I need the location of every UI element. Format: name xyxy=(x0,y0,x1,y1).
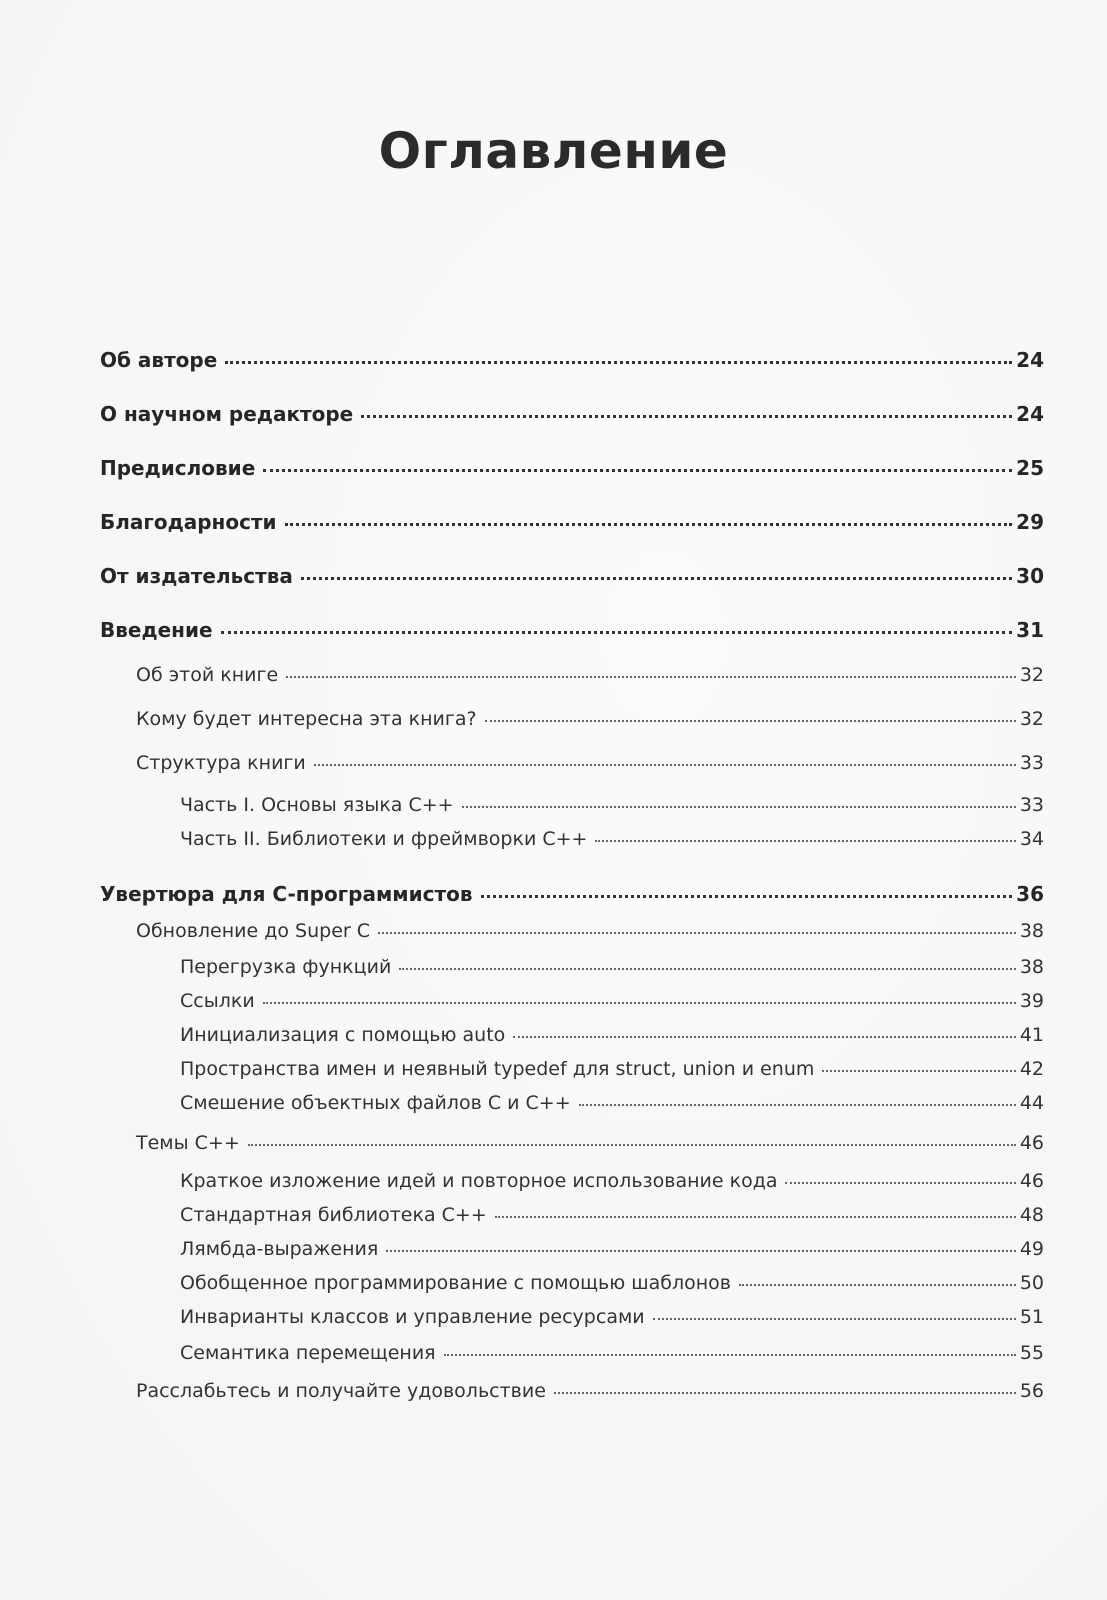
toc-entry-label: Инициализация с помощью auto xyxy=(180,1024,506,1046)
toc-entry xyxy=(180,1024,1044,1046)
toc-entry xyxy=(100,564,1044,588)
dot-leader xyxy=(579,1104,1016,1106)
toc-entry-label: Введение xyxy=(100,618,213,642)
toc-entry xyxy=(180,1204,1044,1226)
toc-entry xyxy=(100,456,1044,480)
toc-entry-page-number: 46 xyxy=(1019,1132,1044,1154)
dot-leader xyxy=(378,932,1016,934)
dot-leader xyxy=(822,1070,1015,1072)
toc-entry-page-number: 24 xyxy=(1016,402,1044,426)
toc-entry xyxy=(180,1092,1044,1114)
toc-entry xyxy=(100,402,1044,426)
dot-leader xyxy=(481,895,1013,898)
toc-entry xyxy=(136,752,1044,774)
dot-leader xyxy=(554,1392,1016,1394)
toc-entry xyxy=(136,1132,1044,1154)
toc-entry-label: Инварианты классов и управление ресурсами xyxy=(180,1306,645,1328)
toc-entry-label: О научном редакторе xyxy=(100,402,354,426)
toc-entry-label: Кому будет интересна эта книга? xyxy=(136,708,477,730)
toc-entry-page-number: 32 xyxy=(1019,664,1044,686)
toc-entry-label: Увертюра для C-программистов xyxy=(100,882,473,906)
dot-leader xyxy=(286,676,1016,678)
dot-leader xyxy=(485,720,1016,722)
toc-entry-label: Семантика перемещения xyxy=(180,1342,436,1364)
toc-entry-page-number: 30 xyxy=(1016,564,1044,588)
dot-leader xyxy=(301,577,1012,580)
page-title: Оглавление xyxy=(378,122,729,180)
toc-entry-page-number: 34 xyxy=(1019,828,1044,850)
toc-entry xyxy=(180,1342,1044,1364)
toc-entry xyxy=(100,348,1044,372)
dot-leader xyxy=(513,1036,1016,1038)
dot-leader xyxy=(248,1144,1016,1146)
dot-leader xyxy=(739,1284,1016,1286)
toc-entry-label: Благодарности xyxy=(100,510,277,534)
toc-entry-page-number: 48 xyxy=(1019,1204,1044,1226)
toc-entry-label: Стандартная библиотека C++ xyxy=(180,1204,487,1226)
toc-entry xyxy=(100,618,1044,642)
toc-entry-page-number: 44 xyxy=(1019,1092,1044,1114)
toc-entry-page-number: 38 xyxy=(1019,920,1044,942)
toc-entry-page-number: 38 xyxy=(1019,956,1044,978)
toc-entry-page-number: 33 xyxy=(1019,752,1044,774)
toc-entry-label: Расслабьтесь и получайте удовольствие xyxy=(136,1380,546,1402)
toc-entry-label: Предисловие xyxy=(100,456,256,480)
toc-entry-page-number: 32 xyxy=(1019,708,1044,730)
toc-entry xyxy=(180,956,1044,978)
toc-entry-page-number: 46 xyxy=(1019,1170,1044,1192)
toc-entry-label: Обновление до Super C xyxy=(136,920,371,942)
toc-entry-page-number: 31 xyxy=(1016,618,1044,642)
dot-leader xyxy=(263,469,1012,472)
dot-leader xyxy=(653,1318,1016,1320)
toc-entry xyxy=(180,828,1044,850)
toc-entry xyxy=(136,920,1044,942)
toc-entry xyxy=(136,664,1044,686)
toc-entry-page-number: 56 xyxy=(1019,1380,1044,1402)
toc-entry-label: Темы C++ xyxy=(136,1132,240,1154)
dot-leader xyxy=(462,806,1016,808)
toc-entry-page-number: 33 xyxy=(1019,794,1044,816)
toc-entry-label: Перегрузка функций xyxy=(180,956,392,978)
dot-leader xyxy=(785,1182,1015,1184)
toc-entry-page-number: 29 xyxy=(1016,510,1044,534)
toc-entry-label: Об авторе xyxy=(100,348,218,372)
toc-entry xyxy=(136,708,1044,730)
toc-entry-page-number: 49 xyxy=(1019,1238,1044,1260)
toc-entry-page-number: 41 xyxy=(1019,1024,1044,1046)
dot-leader xyxy=(263,1002,1016,1004)
dot-leader xyxy=(495,1216,1016,1218)
toc-entry xyxy=(180,1170,1044,1192)
toc-entry-label: Лямбда-выражения xyxy=(180,1238,379,1260)
toc-entry xyxy=(180,794,1044,816)
toc-entry-label: Краткое изложение идей и повторное использование кода xyxy=(180,1170,778,1192)
toc-entry-page-number: 55 xyxy=(1019,1342,1044,1364)
dot-leader xyxy=(595,840,1015,842)
toc-entry-label: Часть I. Основы языка C++ xyxy=(180,794,454,816)
toc-entry-label: От издательства xyxy=(100,564,293,588)
dot-leader xyxy=(285,523,1013,526)
toc-entry-page-number: 39 xyxy=(1019,990,1044,1012)
toc-entry-page-number: 50 xyxy=(1019,1272,1044,1294)
toc-entry-page-number: 42 xyxy=(1019,1058,1044,1080)
toc-entry xyxy=(136,1380,1044,1402)
dot-leader xyxy=(361,415,1012,418)
toc-entry-page-number: 24 xyxy=(1016,348,1044,372)
toc-entry xyxy=(100,882,1044,906)
toc-entry-label: Часть II. Библиотеки и фреймворки C++ xyxy=(180,828,588,850)
toc-entry xyxy=(100,510,1044,534)
toc-entry xyxy=(180,990,1044,1012)
toc-entry xyxy=(180,1058,1044,1080)
toc-entry-page-number: 51 xyxy=(1019,1306,1044,1328)
toc-entry-label: Пространства имен и неявный typedef для struct, union и enum xyxy=(180,1058,815,1080)
toc-entry-label: Структура книги xyxy=(136,752,306,774)
toc-entry-label: Ссылки xyxy=(180,990,255,1012)
toc-entry-label: Смешение объектных файлов C и C++ xyxy=(180,1092,571,1114)
dot-leader xyxy=(444,1354,1016,1356)
toc-entry xyxy=(180,1272,1044,1294)
toc-entry-label: Об этой книге xyxy=(136,664,279,686)
dot-leader xyxy=(225,361,1012,364)
dot-leader xyxy=(386,1250,1016,1252)
dot-leader xyxy=(221,631,1013,634)
toc-entry-page-number: 36 xyxy=(1016,882,1044,906)
toc-entry xyxy=(180,1238,1044,1260)
dot-leader xyxy=(314,764,1016,766)
toc-entry-label: Обобщенное программирование с помощью шаблонов xyxy=(180,1272,732,1294)
toc-entry xyxy=(180,1306,1044,1328)
dot-leader xyxy=(399,968,1016,970)
toc-entry-page-number: 25 xyxy=(1016,456,1044,480)
